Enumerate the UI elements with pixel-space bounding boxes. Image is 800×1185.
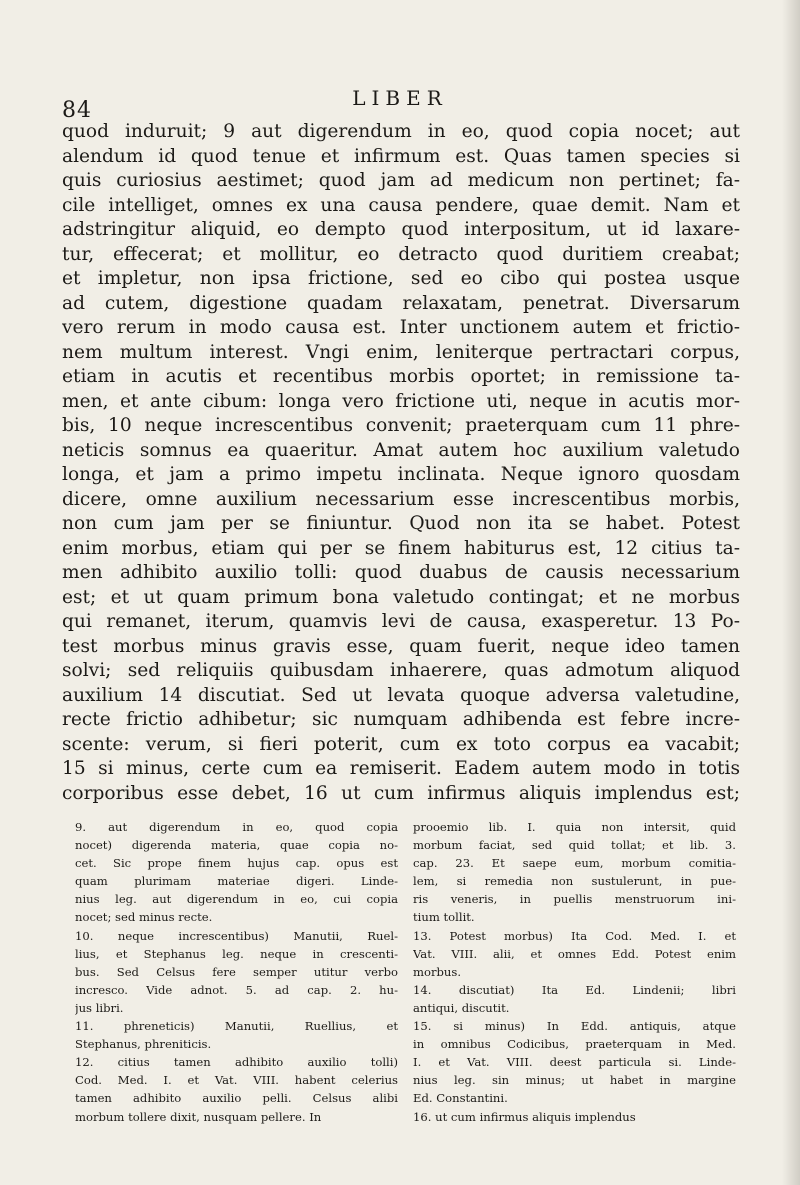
text-line: non cum jam per se finiuntur. Quod non ita se habet. Potest bbox=[62, 513, 740, 534]
footnote-line: ris veneris, in puellis menstruorum ini- bbox=[413, 892, 736, 907]
footnote-line: tium tollit. bbox=[413, 910, 475, 925]
running-head: LIBER bbox=[352, 86, 448, 110]
text-line: etiam in acutis et recentibus morbis oportet; in remissione ta- bbox=[62, 366, 740, 387]
footnote-line: in omnibus Codicibus, praeterquam in Med. bbox=[413, 1037, 736, 1052]
text-line: test morbus minus gravis esse, quam fuerit, neque ideo tamen bbox=[62, 635, 740, 657]
footnote-line: 16. ut cum infirmus aliquis implendus bbox=[413, 1109, 636, 1124]
footnote-line: 14. discutiat) Ita Ed. Lindenii; libri bbox=[413, 982, 736, 997]
footnote-line: nius leg. aut digerendum in eo, cui copia bbox=[75, 892, 398, 907]
footnote-line: morbus. bbox=[413, 964, 462, 979]
footnote-line: Ed. Constantini. bbox=[413, 1091, 508, 1106]
footnote-line: quam plurimam materiae digeri. Linde- bbox=[75, 874, 398, 889]
text-line: tur, effecerat; et mollitur, eo detracto quod duritiem creabat; bbox=[62, 243, 740, 265]
main-text-body bbox=[62, 120, 740, 806]
text-line: longa, et jam a primo impetu inclinata. Neque ignoro quosdam bbox=[62, 464, 740, 485]
text-line: scente: verum, si fieri poterit, cum ex toto corpus ea vacabit; bbox=[62, 733, 740, 755]
footnote-line: antiqui, discutit. bbox=[413, 1000, 510, 1015]
footnotes-left-column bbox=[75, 818, 398, 1126]
text-line: cile intelliget, omnes ex una causa pendere, quae demit. Nam et bbox=[62, 194, 740, 216]
footnote-line: jus libri. bbox=[75, 1000, 124, 1015]
text-line: men, et ante cibum: longa vero frictione uti, neque in acutis mor- bbox=[62, 390, 740, 412]
text-line: auxilium 14 discutiat. Sed ut levata quoque adversa valetudine, bbox=[62, 684, 740, 706]
text-line: qui remanet, iterum, quamvis levi de causa, exasperetur. 13 Po- bbox=[62, 611, 740, 632]
footnote-line: I. et Vat. VIII. deest particula si. Linde- bbox=[413, 1055, 736, 1070]
text-line: solvi; sed reliquiis quibusdam inhaerere, quas admotum aliquod bbox=[62, 660, 740, 681]
footnote-line: lem, si remedia non sustulerunt, in pue- bbox=[413, 874, 736, 889]
text-line: enim morbus, etiam qui per se finem habiturus est, 12 citius ta- bbox=[62, 537, 740, 559]
footnote-line: bus. Sed Celsus fere semper utitur verbo bbox=[75, 964, 398, 979]
text-line: nem multum interest. Vngi enim, leniterque pertractari corpus, bbox=[62, 341, 740, 363]
footnote-line: 15. si minus) In Edd. antiquis, atque bbox=[413, 1019, 736, 1034]
footnote-line: nocet) digerenda materia, quae copia no- bbox=[75, 838, 398, 853]
footnote-line: incresco. Vide adnot. 5. ad cap. 2. hu- bbox=[75, 982, 398, 997]
footnote-line: nocet; sed minus recte. bbox=[75, 910, 213, 925]
footnote-line: 10. neque increscentibus) Manutii, Ruel- bbox=[75, 928, 398, 943]
text-line: quod induruit; 9 aut digerendum in eo, quod copia nocet; aut bbox=[62, 121, 740, 142]
footnote-line: nius leg. sin minus; ut habet in margine bbox=[413, 1073, 736, 1088]
text-line: dicere, omne auxilium necessarium esse increscentibus morbis, bbox=[62, 488, 740, 510]
footnote-line: morbum faciat, sed quid tollat; et lib. 3. bbox=[413, 838, 736, 853]
text-line: est; et ut quam primum bona valetudo contingat; et ne morbus bbox=[62, 586, 740, 608]
footnotes-right-column bbox=[413, 818, 736, 1126]
footnote-line: 12. citius tamen adhibito auxilio tolli) bbox=[75, 1055, 398, 1070]
text-line: quis curiosius aestimet; quod jam ad medicum non pertinet; fa- bbox=[62, 170, 740, 191]
text-line: 15 si minus, certe cum ea remiserit. Eadem autem modo in totis bbox=[62, 758, 740, 779]
footnote-line: Cod. Med. I. et Vat. VIII. habent celerius bbox=[75, 1073, 398, 1088]
footnote-line: Vat. VIII. alii, et omnes Edd. Potest enim bbox=[413, 946, 736, 961]
footnote-line: 11. phreneticis) Manutii, Ruellius, et bbox=[75, 1019, 398, 1034]
text-line: et impletur, non ipsa frictione, sed eo cibo qui postea usque bbox=[62, 268, 740, 289]
page-edge-shadow bbox=[782, 0, 800, 1185]
text-line: recte frictio adhibetur; sic numquam adhibenda est febre incre- bbox=[62, 709, 740, 730]
footnote-line: prooemio lib. I. quia non intersit, quid bbox=[413, 820, 736, 834]
footnote-line: Stephanus, phreniticis. bbox=[75, 1037, 212, 1052]
text-line: neticis somnus ea quaeritur. Amat autem hoc auxilium valetudo bbox=[62, 439, 740, 461]
footnote-line: morbum tollere dixit, nusquam pellere. In bbox=[75, 1109, 322, 1124]
text-line: ad cutem, digestione quadam relaxatam, penetrat. Diversarum bbox=[62, 292, 740, 314]
text-line: vero rerum in modo causa est. Inter unctionem autem et frictio- bbox=[62, 317, 740, 338]
text-line: alendum id quod tenue et infirmum est. Quas tamen species si bbox=[62, 145, 740, 167]
footnote-line: lius, et Stephanus leg. neque in crescenti- bbox=[75, 946, 398, 961]
footnote-line: cet. Sic prope finem hujus cap. opus est bbox=[75, 856, 398, 871]
text-line: men adhibito auxilio tolli: quod duabus de causis necessarium bbox=[62, 562, 740, 583]
text-line: corporibus esse debet, 16 ut cum infirmus aliquis implendus est; bbox=[62, 782, 740, 804]
text-line: bis, 10 neque increscentibus convenit; praeterquam cum 11 phre- bbox=[62, 415, 740, 436]
footnote-line: 13. Potest morbus) Ita Cod. Med. I. et bbox=[413, 928, 736, 943]
page-number: 84 bbox=[62, 98, 92, 123]
text-line: adstringitur aliquid, eo dempto quod interpositum, ut id laxare- bbox=[62, 219, 740, 240]
footnote-line: 9. aut digerendum in eo, quod copia bbox=[75, 820, 398, 834]
footnote-line: tamen adhibito auxilio pelli. Celsus alibi bbox=[75, 1091, 398, 1106]
footnote-line: cap. 23. Et saepe eum, morbum comitia- bbox=[413, 856, 736, 871]
